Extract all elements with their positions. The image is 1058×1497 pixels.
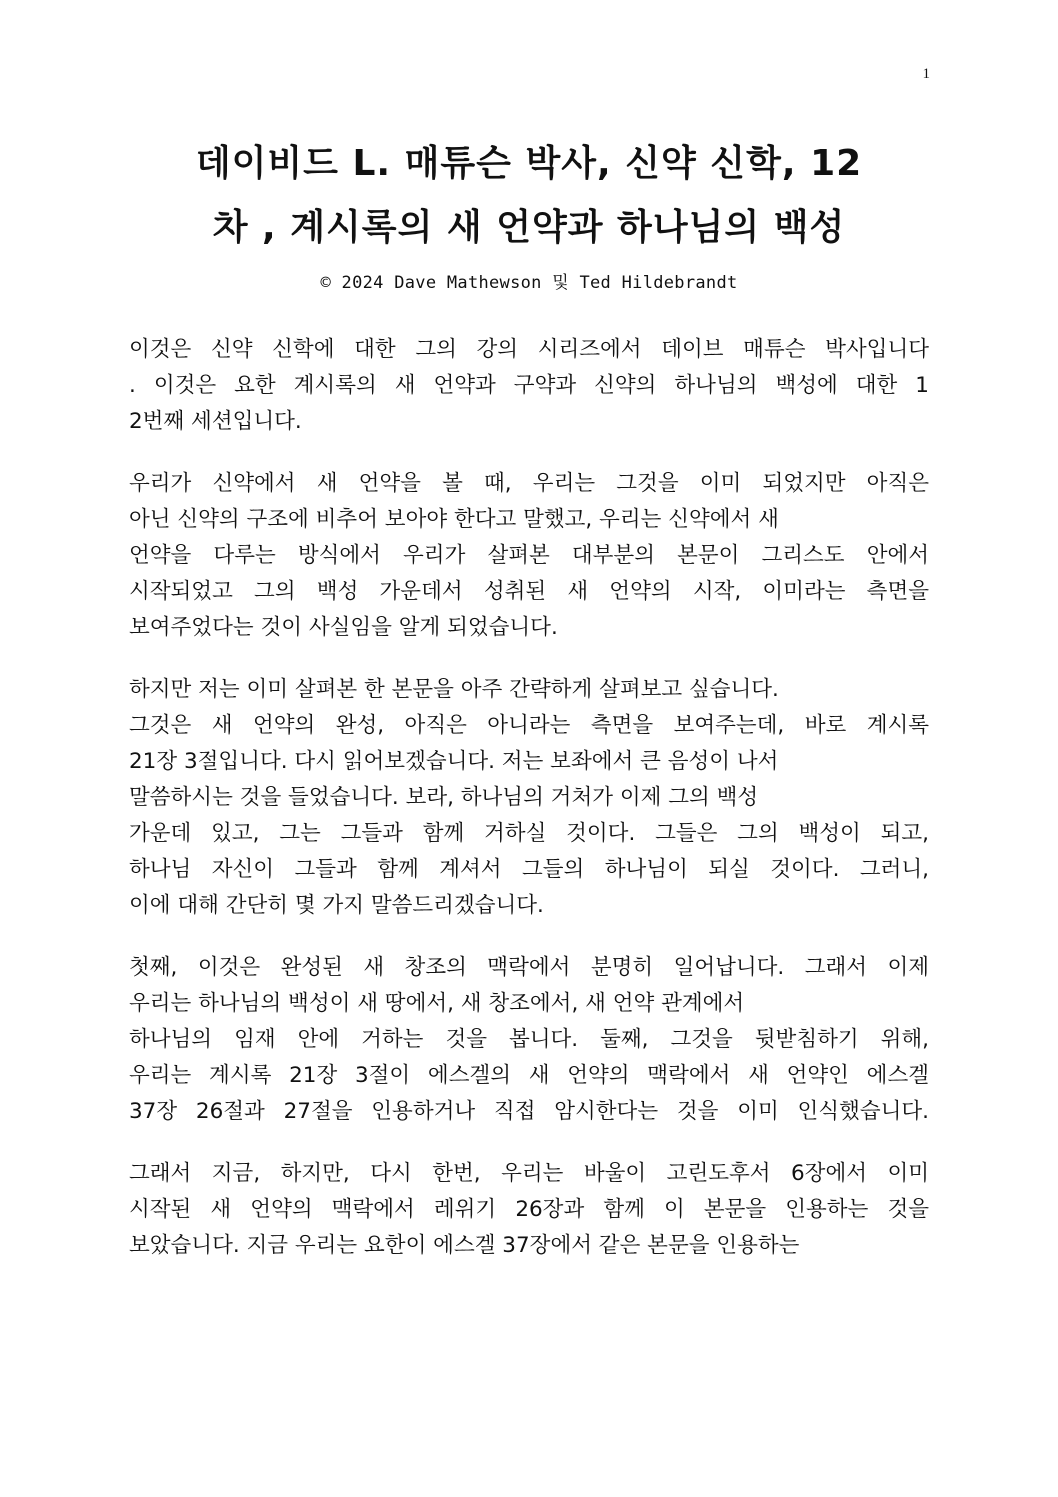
body-text	[129, 332, 929, 1290]
text-line: 가운데 있고, 그는 그들과 함께 거하실 것이다. 그들은 그의 백성이 되고,	[129, 821, 929, 846]
text-line: 우리가 신약에서 새 언약을 볼 때, 우리는 그것을 이미 되었지만 아직은	[129, 471, 929, 496]
text-line: 이에 대해 간단히 몇 가지 말씀드리겠습니다.	[129, 893, 544, 918]
text-line: 첫째, 이것은 완성된 새 창조의 맥락에서 분명히 일어납니다. 그래서 이제	[129, 955, 929, 980]
paragraph-1	[129, 332, 929, 440]
text-line: 말씀하시는 것을 들었습니다. 보라, 하나님의 거처가 이제 그의 백성	[129, 785, 759, 810]
document-title	[120, 132, 938, 260]
paragraph-2	[129, 466, 929, 646]
paragraph-5	[129, 1156, 929, 1264]
text-line: 21장 3절입니다. 다시 읽어보겠습니다. 저는 보좌에서 큰 음성이 나서	[129, 749, 779, 774]
copyright-notice: © 2024 Dave Mathewson 및 Ted Hildebrandt	[320, 273, 738, 293]
text-line: 아닌 신약의 구조에 비추어 보아야 한다고 말했고, 우리는 신약에서 새	[129, 507, 779, 532]
text-line: 하지만 저는 이미 살펴본 한 본문을 아주 간략하게 살펴보고 싶습니다.	[129, 677, 779, 702]
text-line: 언약을 다루는 방식에서 우리가 살펴본 대부분의 본문이 그리스도 안에서	[129, 543, 929, 568]
text-line: 보여주었다는 것이 사실임을 알게 되었습니다.	[129, 615, 558, 640]
text-line: 시작되었고 그의 백성 가운데서 성취된 새 언약의 시작, 이미라는 측면을	[129, 579, 929, 604]
text-line: 이것은 신약 신학에 대한 그의 강의 시리즈에서 데이브 매튜슨 박사입니다	[129, 337, 929, 362]
paragraph-4	[129, 950, 929, 1130]
text-line: 우리는 하나님의 백성이 새 땅에서, 새 창조에서, 새 언약 관계에서	[129, 991, 745, 1016]
text-line: 우리는 계시록 21장 3절이 에스겔의 새 언약의 맥락에서 새 언약인 에스겔	[129, 1063, 929, 1088]
title-line-1: 데이비드 L. 매튜슨 박사, 신약 신학, 12	[195, 143, 863, 184]
title-line-2: 차 , 계시록의 새 언약과 하나님의 백성	[212, 207, 846, 248]
text-line: 하나님 자신이 그들과 함께 계셔서 그들의 하나님이 되실 것이다. 그러니,	[129, 857, 929, 882]
text-line: 그래서 지금, 하지만, 다시 한번, 우리는 바울이 고린도후서 6장에서 이미	[129, 1161, 929, 1186]
text-line: 하나님의 임재 안에 거하는 것을 봅니다. 둘째, 그것을 뒷받침하기 위해,	[129, 1027, 929, 1052]
paragraph-3	[129, 672, 929, 924]
text-line: 보았습니다. 지금 우리는 요한이 에스겔 37장에서 같은 본문을 인용하는	[129, 1233, 800, 1258]
text-line: 그것은 새 언약의 완성, 아직은 아니라는 측면을 보여주는데, 바로 계시록	[129, 713, 929, 738]
text-line: . 이것은 요한 계시록의 새 언약과 구약과 신약의 하나님의 백성에 대한 1	[129, 373, 929, 398]
text-line: 37장 26절과 27절을 인용하거나 직접 암시한다는 것을 이미 인식했습니다.	[129, 1099, 929, 1124]
page-number: 1	[922, 66, 930, 82]
text-line: 2번째 세션입니다.	[129, 409, 302, 434]
text-line: 시작된 새 언약의 맥락에서 레위기 26장과 함께 이 본문을 인용하는 것을	[129, 1197, 929, 1222]
